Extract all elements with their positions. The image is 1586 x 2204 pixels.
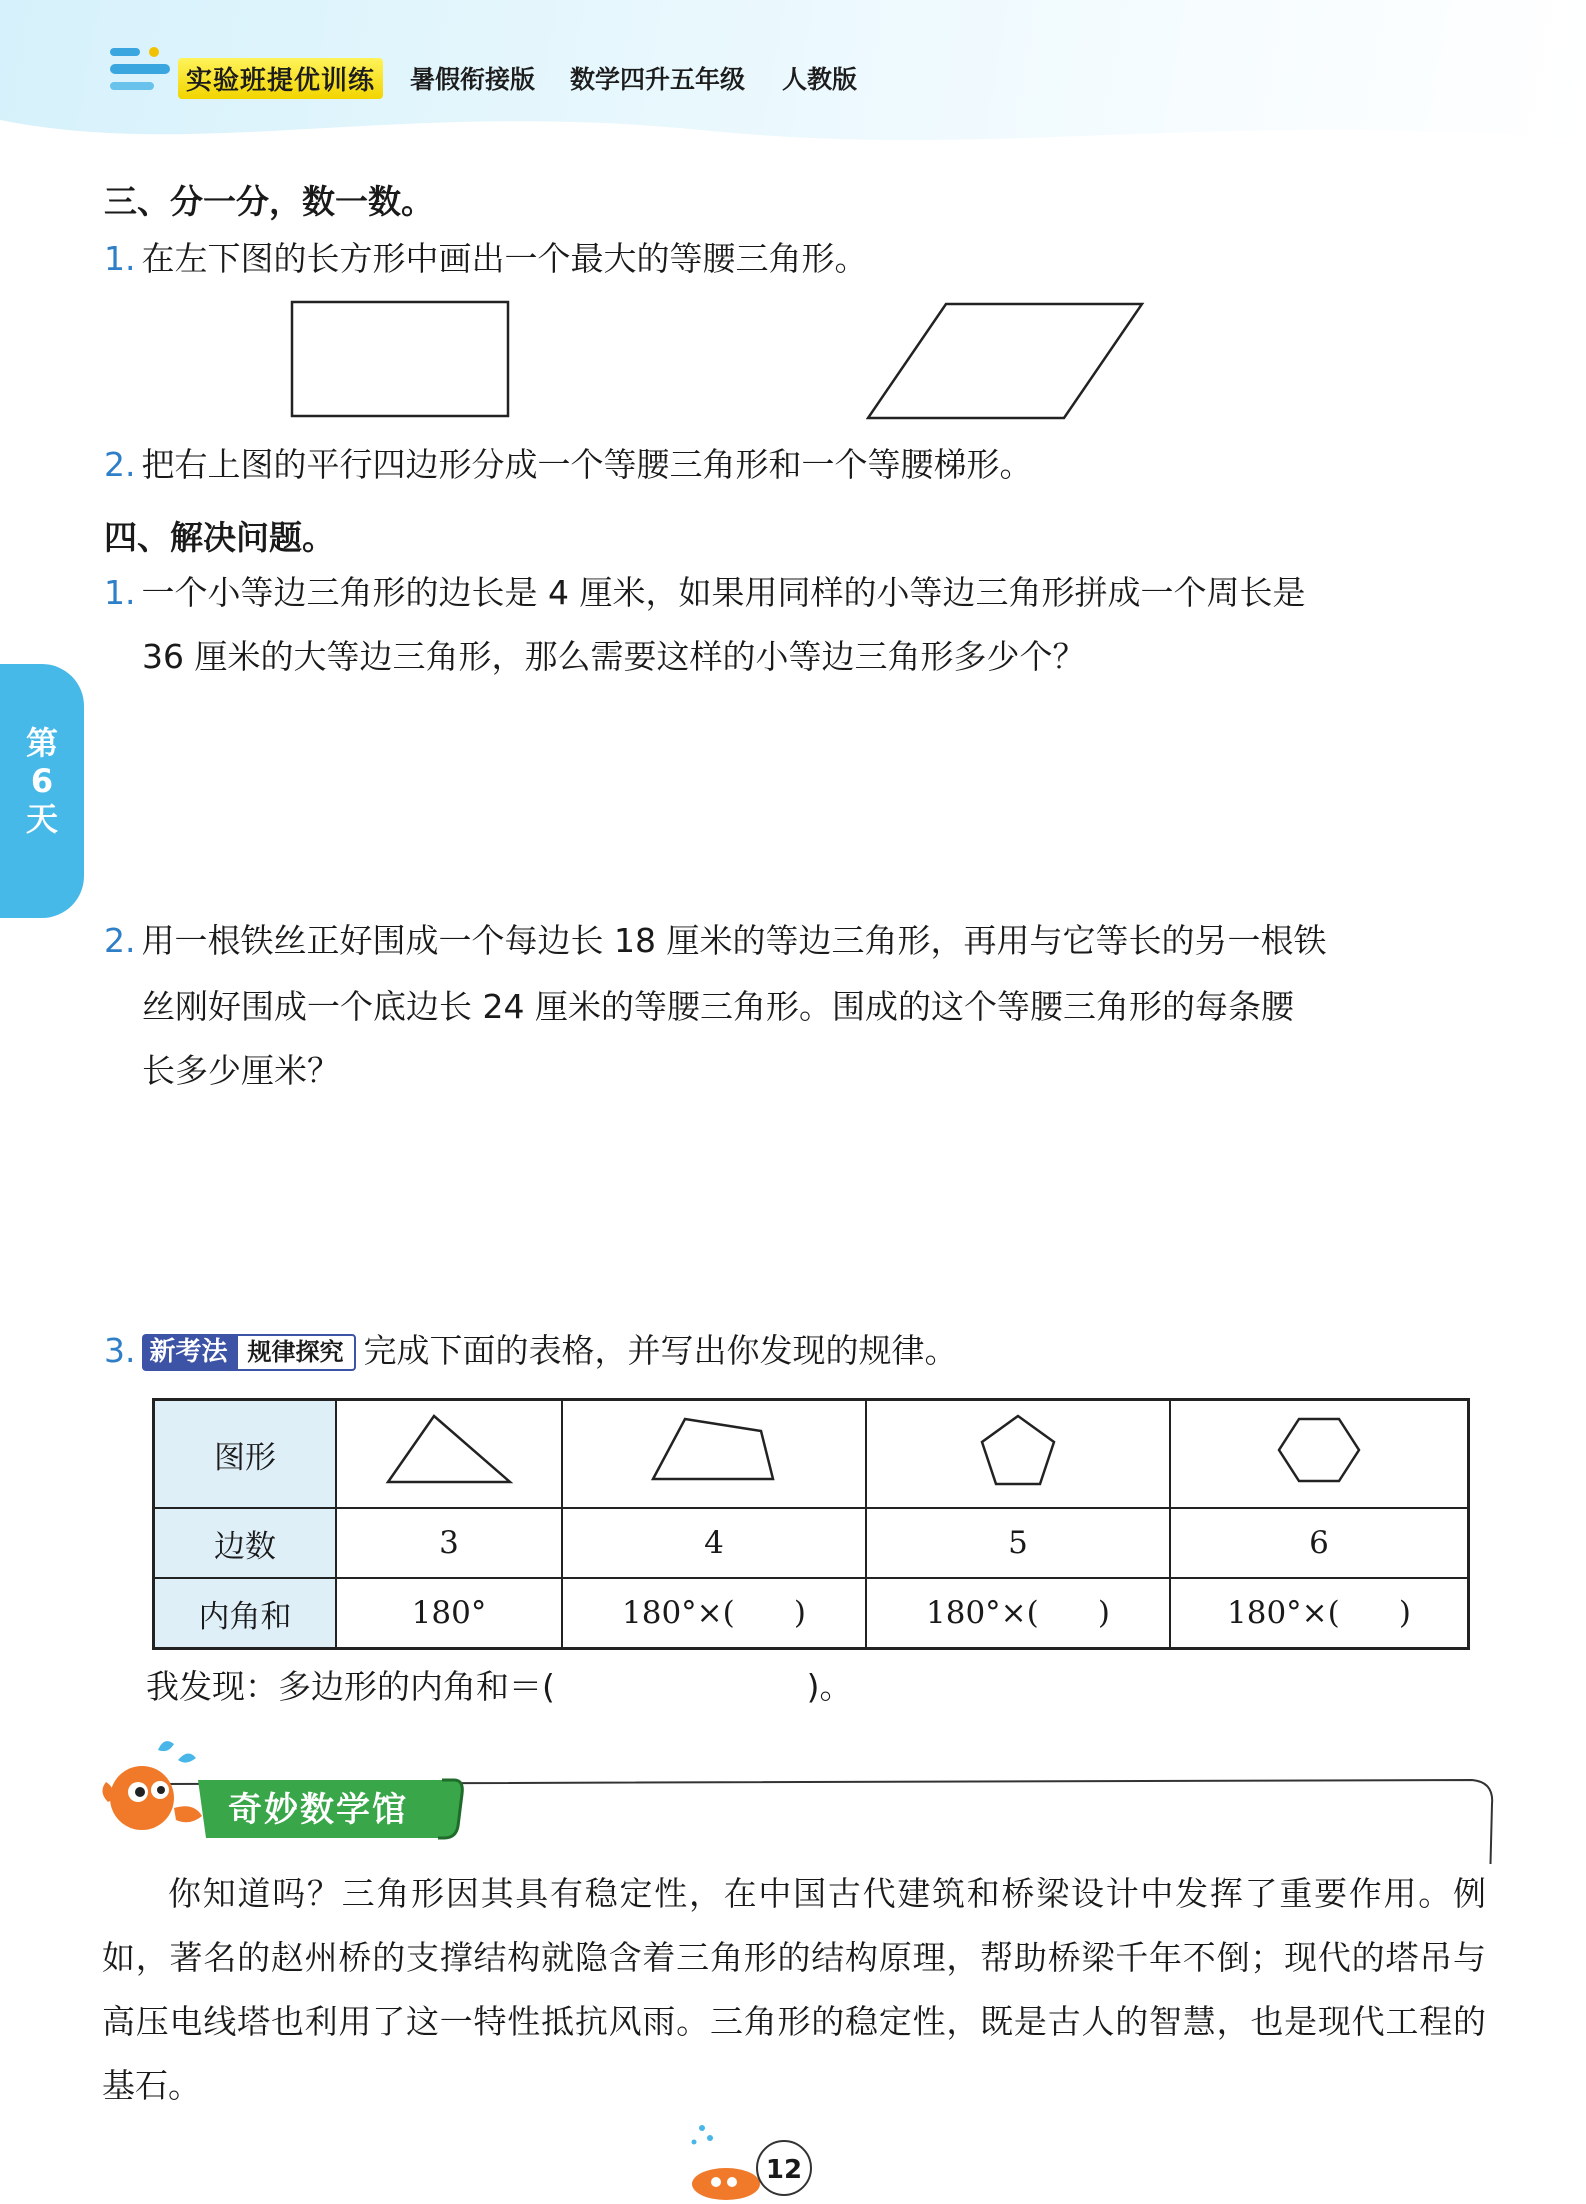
rectangle-figure[interactable] [290,300,512,420]
shape-cell [562,1400,866,1509]
section4-q1-line2: 36 厘米的大等边三角形，那么需要这样的小等边三角形多少个？ [142,637,1086,676]
section3-q2 [104,445,1033,484]
museum-paragraph: 你知道吗？三角形因其具有稳定性，在中国古代建筑和桥梁设计中发挥了重要作用。例如，著名的赵州桥的支撑结构就隐含着三角形的结构原理，帮助桥梁千年不倒；现代的塔吊与高压电线塔也利用了这一特性抵抗风雨。三角形的稳定性，既是古人的智慧，也是现代工程的基石。 [102,1874,1486,2105]
row-label-shape: 图形 [154,1400,337,1509]
section4-q2-line1 [104,921,1327,960]
table-row-angle-sum [154,1578,1469,1649]
triangle-icon [384,1412,514,1488]
crab-mascot-icon [98,1732,238,1852]
new-method-tag: 新考法 [142,1334,236,1371]
page-number: 12 [756,2140,812,2196]
header-subject: 数学四升五年级 [570,65,746,94]
section4-q2-line3: 长多少厘米？ [142,1051,340,1090]
section3-q1 [104,239,868,278]
sides-cell: 5 [866,1508,1170,1578]
question-text: 一个小等边三角形的边长是 4 厘米，如果用同样的小等边三角形拼成一个周长是 [141,573,1306,612]
section4-q3 [104,1331,958,1371]
section4-heading: 四、解决问题。 [104,518,335,557]
quadrilateral-icon [649,1415,779,1485]
side-tab-char: 天 [25,800,58,838]
question-number: 2. [104,921,136,960]
table-row-shapes [154,1400,1469,1509]
row-label-sides: 边数 [154,1508,337,1578]
question-number: 3. [104,1331,136,1370]
table-row-sides [154,1508,1469,1578]
shape-cell [1170,1400,1469,1509]
shape-cell [336,1400,562,1509]
rule-explore-tag: 规律探究 [236,1334,356,1371]
section4-q2-line2: 丝刚好围成一个底边长 24 厘米的等腰三角形。围成的这个等腰三角形的每条腰 [142,987,1294,1026]
header-publisher: 人教版 [782,65,858,94]
section3-heading: 三、分一分，数一数。 [104,182,434,221]
question-text: 用一根铁丝正好围成一个每边长 18 厘米的等边三角形，再用与它等长的另一根铁 [141,921,1327,960]
section4-q1-line1 [104,573,1306,612]
hexagon-icon [1277,1415,1361,1485]
row-label-angle-sum: 内角和 [154,1578,337,1649]
header-brand: 实验班提优训练 [178,58,383,99]
answer-space-q1[interactable] [142,690,1442,910]
angle-sum-input[interactable]: 180°×( ) [562,1578,866,1649]
angle-sum-input[interactable]: 180°×( ) [866,1578,1170,1649]
angle-sum-input[interactable]: 180°×( ) [1170,1578,1469,1649]
logo-icon [108,44,172,96]
question-text: 在左下图的长方形中画出一个最大的等腰三角形。 [141,239,868,278]
angle-sum-cell: 180° [336,1578,562,1649]
day-side-tab [0,664,84,918]
sides-cell: 4 [562,1508,866,1578]
side-tab-char: 第 [25,724,58,762]
question-number: 2. [104,445,136,484]
question-number: 1. [104,239,136,278]
shape-cell [866,1400,1170,1509]
pentagon-icon [978,1412,1058,1488]
question-text: 把右上图的平行四边形分成一个等腰三角形和一个等腰梯形。 [141,445,1033,484]
sides-cell: 6 [1170,1508,1469,1578]
question-number: 1. [104,573,136,612]
museum-title: 奇妙数学馆 [228,1790,408,1830]
side-tab-char: 6 [30,762,54,800]
polygon-angle-table [152,1398,1470,1650]
header-edition: 暑假衔接版 [410,65,536,94]
discovery-line[interactable]: 我发现：多边形的内角和＝( )。 [146,1667,853,1706]
parallelogram-figure[interactable] [866,300,1146,422]
sides-cell: 3 [336,1508,562,1578]
answer-space-q2[interactable] [142,1100,1442,1300]
question-text: 完成下面的表格，并写出你发现的规律。 [363,1331,958,1370]
header-wave-decoration [0,100,1586,170]
